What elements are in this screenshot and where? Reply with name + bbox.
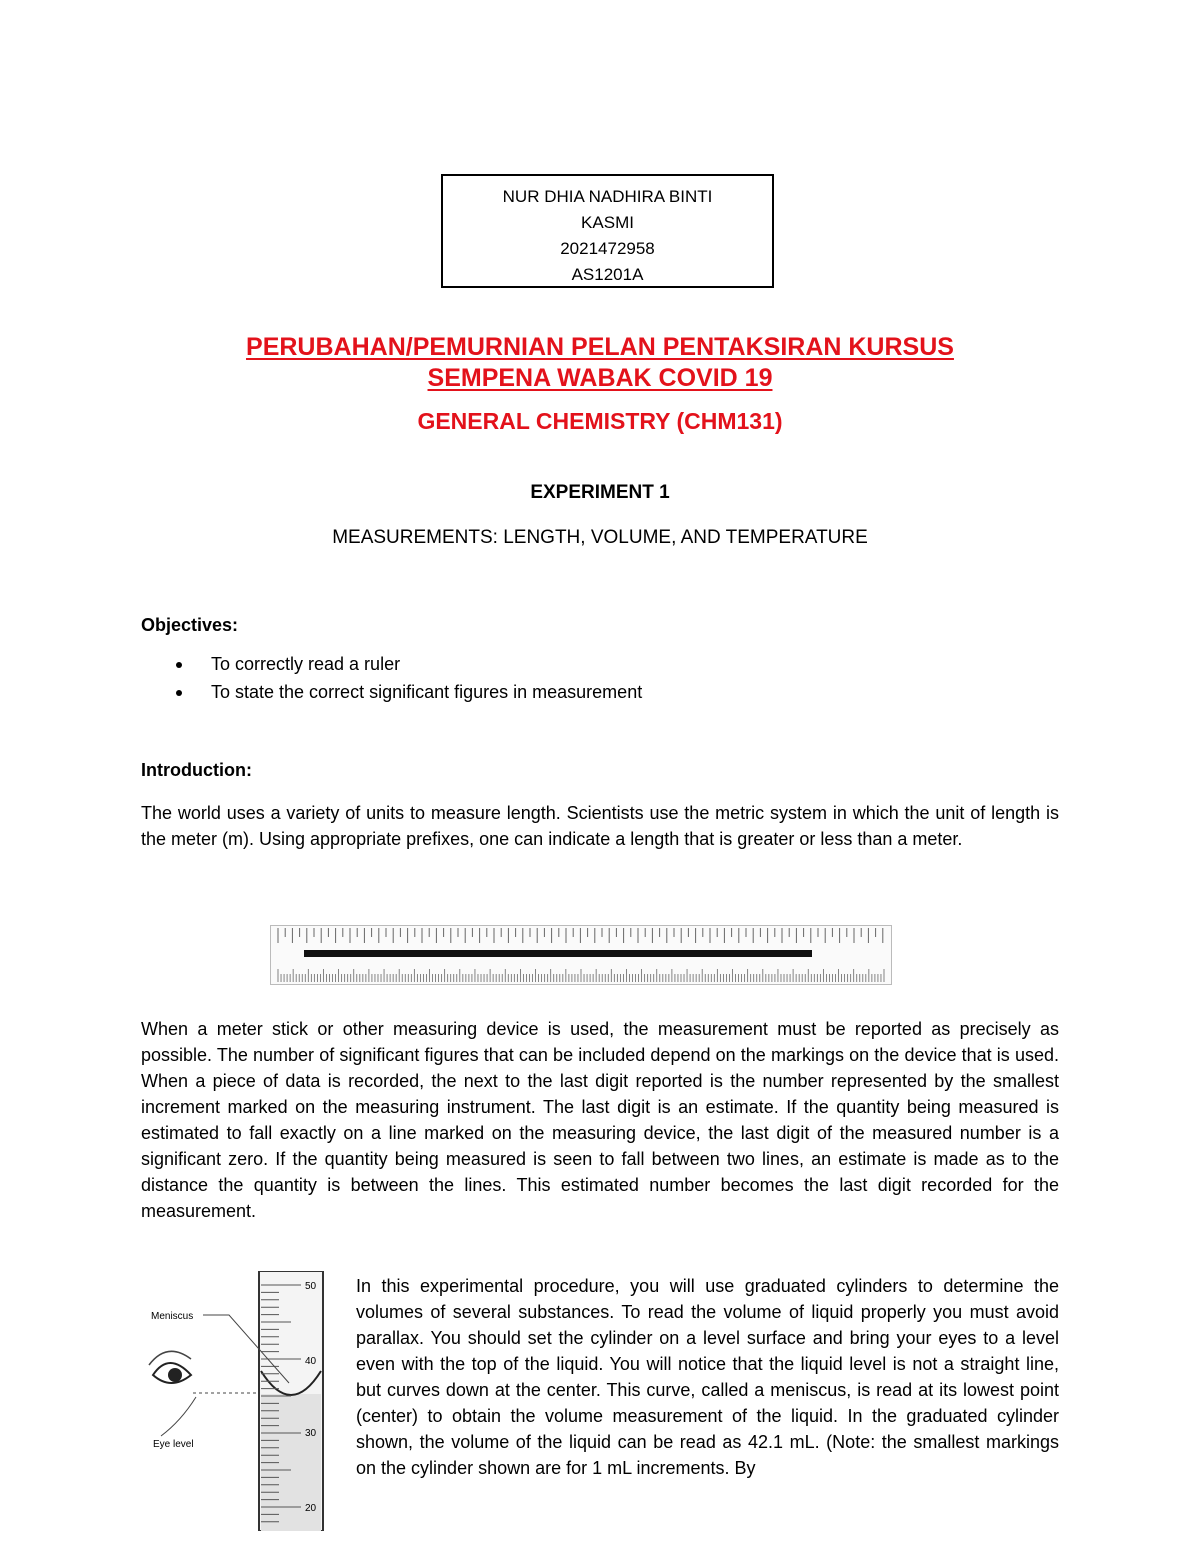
intro-paragraph-1: The world uses a variety of units to measure length. Scientists use the metric system in which the unit of length is the meter (m). Using appropriate prefixes, one can indicate a length that is greater or less than a meter. xyxy=(141,803,1059,849)
ruler-bottom-scale xyxy=(278,969,884,982)
scale-label-50: 50 xyxy=(305,1281,317,1292)
eye-level-pointer-line xyxy=(161,1397,196,1436)
bullet-icon xyxy=(176,662,182,668)
document-title-line2: SEMPENA WABAK COVID 19 xyxy=(427,364,773,392)
student-id: 2021472958 xyxy=(560,239,655,258)
scale-label-40: 40 xyxy=(305,1356,317,1367)
student-info-box xyxy=(441,174,774,288)
document-title-line1: PERUBAHAN/PEMURNIAN PELAN PENTAKSIRAN KURSUS xyxy=(246,333,954,361)
intro-paragraph-2: When a meter stick or other measuring device is used, the measurement must be reported as precisely as possible. The number of significant figures that can be included depend on the markings on the device that is used. When a piece of data is recorded, the next to the last digit reported is the number represented by the smallest increment marked on the measuring instrument. The last digit is an estimate. If the quantity being measured is estimated to fall exactly on a line marked on the measuring device, the last digit of the measured number is a significant zero. If the quantity being measured is seen to fall between two lines, an estimate is made as to the distance the quantity is between the lines. This estimated number becomes the last digit recorded for the measurement. xyxy=(141,1019,1059,1221)
eye-icon xyxy=(149,1351,191,1383)
intro-paragraph-3: In this experimental procedure, you will use graduated cylinders to determine the volumes of several substances. To read the volume of liquid properly you must avoid parallax. You should set the cylinder on a level surface and bring your eyes to a level even with the top of the liquid. You will notice that the liquid level is not a straight line, but curves down at the center. This curve, called a meniscus, is read at its lowest point (center) to obtain the volume measurement of the liquid. In the graduated cylinder shown, the volume of the liquid can be read as 42.1 mL. (Note: the smallest markings on the cylinder shown are for 1 mL increments. By xyxy=(356,1276,1059,1478)
student-group: AS1201A xyxy=(571,265,644,284)
course-title: GENERAL CHEMISTRY (CHM131) xyxy=(417,408,783,434)
scale-label-20: 20 xyxy=(305,1503,317,1514)
list-item xyxy=(141,678,642,706)
graduated-cylinder-figure xyxy=(141,1271,341,1531)
experiment-subtitle: MEASUREMENTS: LENGTH, VOLUME, AND TEMPERATURE xyxy=(332,527,868,548)
bullet-icon xyxy=(176,690,182,696)
introduction-heading: Introduction: xyxy=(141,760,252,780)
experiment-number: EXPERIMENT 1 xyxy=(530,482,670,503)
objective-text: To correctly read a ruler xyxy=(211,654,401,674)
objectives-list xyxy=(141,650,642,706)
meniscus-label: Meniscus xyxy=(151,1311,194,1322)
student-name-line1: NUR DHIA NADHIRA BINTI xyxy=(502,187,713,206)
list-item xyxy=(141,650,642,678)
eye-level-label: Eye level xyxy=(153,1439,194,1450)
scale-label-30: 30 xyxy=(305,1428,317,1439)
objectives-heading: Objectives: xyxy=(141,615,239,635)
student-name-line2: KASMI xyxy=(581,213,634,232)
ruler-measured-bar xyxy=(304,950,812,957)
ruler-figure xyxy=(270,925,892,985)
objective-text: To state the correct significant figures in measurement xyxy=(211,682,643,702)
